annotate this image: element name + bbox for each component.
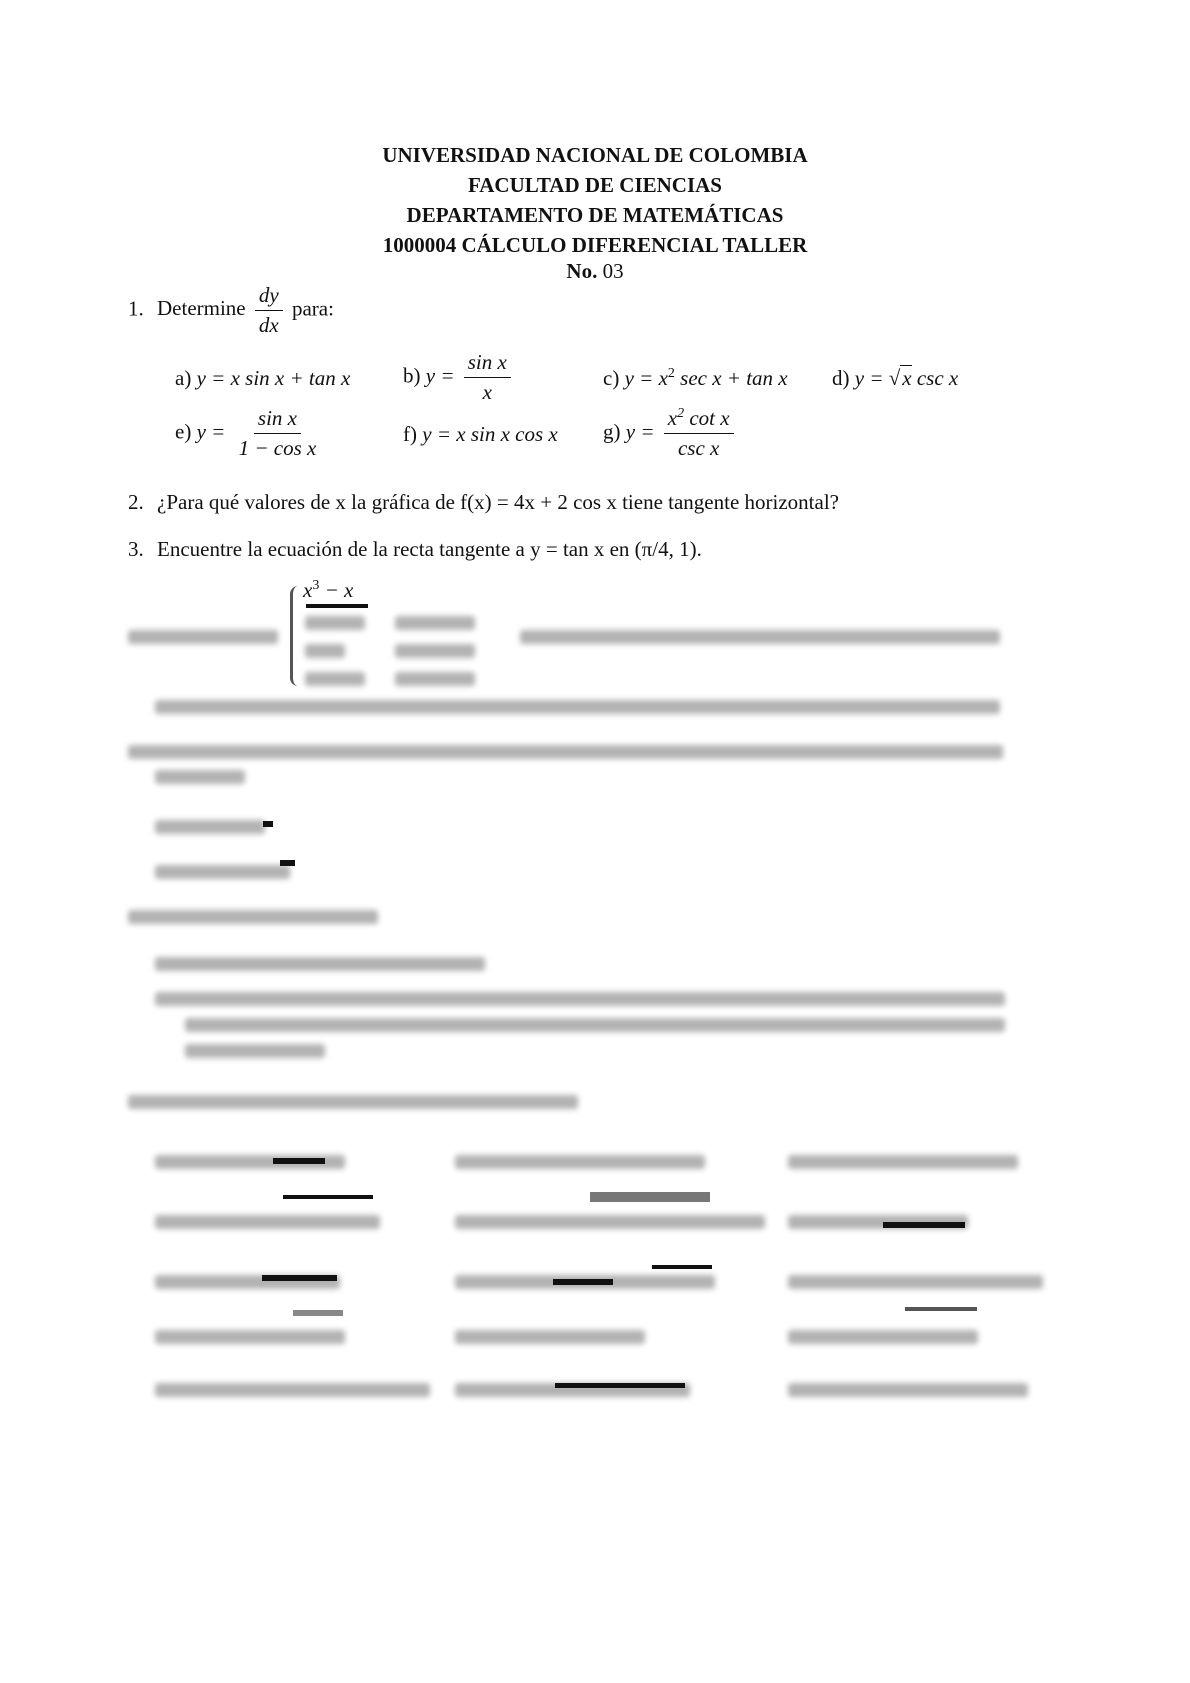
q1-item-e — [175, 406, 324, 461]
blurred-text-line — [455, 1330, 645, 1344]
item-expression-post: sec x + tan x — [674, 366, 788, 390]
blurred-text-line — [128, 1095, 578, 1109]
question-lead: Determine — [157, 296, 246, 321]
blurred-text-line — [788, 1330, 978, 1344]
q1-item-a — [175, 366, 350, 391]
blurred-text-line — [520, 630, 1000, 644]
radical-sign: √ — [888, 366, 901, 390]
q1-item-d — [832, 366, 958, 391]
fraction-denominator: x — [482, 380, 492, 404]
q1-item-f — [403, 422, 558, 447]
item-lhs: y = — [425, 363, 455, 388]
blurred-text-line — [155, 1215, 380, 1229]
blurred-radical-bar — [905, 1307, 977, 1311]
worksheet-number — [0, 260, 1190, 282]
question-3 — [128, 537, 702, 562]
blurred-text-line — [788, 1155, 1018, 1169]
blurred-text-line — [155, 700, 1000, 714]
fraction-denominator: csc x — [677, 436, 720, 460]
blurred-text-line — [788, 1275, 1043, 1289]
item-expression: y = x sin x + tan x — [196, 366, 351, 390]
item-label: g) — [603, 419, 621, 444]
numerator-pre: x — [667, 406, 678, 430]
item-label: a) — [175, 366, 192, 390]
item-label: c) — [603, 366, 620, 390]
course-title: 1000004 CÁLCULO DIFERENCIAL TALLER — [382, 233, 808, 257]
fraction-numerator: sin x — [464, 350, 511, 378]
fraction-denominator: 1 − cos x — [238, 436, 317, 460]
item-fraction — [664, 406, 734, 461]
blurred-radical-bar — [293, 1310, 343, 1316]
question-2 — [128, 490, 839, 515]
document-header — [0, 140, 1190, 282]
blurred-text-line — [455, 1155, 705, 1169]
fraction-numerator: sin x — [254, 406, 301, 434]
fraction-denominator: dx — [258, 313, 279, 337]
question-text: Encuentre la ecuación de la recta tangente a y = tan x en (π/4, 1). — [157, 537, 702, 561]
blurred-text-line — [395, 616, 475, 630]
blurred-radical-bar — [652, 1265, 712, 1269]
numerator-post: − x — [319, 578, 354, 602]
question-number: 2. — [128, 490, 144, 514]
numerator-superscript: 2 — [677, 406, 685, 421]
blurred-text-line — [128, 630, 278, 644]
blurred-fraction-bar — [280, 860, 295, 866]
blurred-fraction-bar — [263, 821, 273, 827]
numerator-post: cot x — [684, 406, 730, 430]
worksheet-number-value: 03 — [602, 259, 624, 283]
item-lhs: y = — [625, 419, 655, 444]
q1-item-b — [403, 350, 515, 405]
blurred-text-line — [395, 644, 475, 658]
blurred-text-line — [788, 1383, 1028, 1397]
numerator-superscript: 3 — [312, 578, 320, 593]
worksheet-number-label: No. — [566, 259, 598, 283]
blurred-text-line — [128, 910, 378, 924]
blurred-fraction-bar — [555, 1383, 685, 1388]
blurred-text-line — [305, 644, 345, 658]
department-name: DEPARTAMENTO DE MATEMÁTICAS — [406, 203, 784, 227]
blurred-text-line — [455, 1215, 765, 1229]
blurred-text-line — [305, 616, 365, 630]
item-label: e) — [175, 419, 192, 444]
blurred-text-line — [155, 770, 245, 784]
item-superscript: 2 — [667, 366, 675, 381]
blurred-radical-bar — [590, 1192, 710, 1202]
university-name: UNIVERSIDAD NACIONAL DE COLOMBIA — [382, 143, 808, 167]
blurred-text-line — [155, 992, 1005, 1006]
radicand: x — [902, 366, 912, 390]
fraction-numerator — [664, 406, 734, 434]
blurred-text-line — [155, 957, 485, 971]
question-number: 1. — [128, 296, 144, 321]
item-expression-pre: y = x — [624, 366, 668, 390]
question-trail: para: — [291, 296, 334, 321]
item-fraction — [464, 350, 511, 405]
item-expression: y = x sin x cos x — [422, 422, 558, 446]
blurred-text-line — [155, 865, 290, 879]
item-expression-post: csc x — [911, 366, 959, 390]
q1-item-c — [603, 366, 788, 391]
item-fraction — [235, 406, 321, 461]
fraction-numerator: dy — [255, 283, 283, 311]
blurred-text-line — [128, 745, 1003, 759]
blurred-text-line — [155, 820, 265, 834]
blurred-fraction-bar — [273, 1158, 325, 1164]
item-label: b) — [403, 363, 421, 388]
blurred-text-line — [395, 672, 475, 686]
item-label: f) — [403, 422, 417, 446]
numerator-pre: x — [303, 578, 313, 602]
blurred-fraction-bar — [262, 1275, 337, 1281]
question-1-prompt — [128, 283, 334, 338]
blurred-text-line — [155, 1383, 430, 1397]
item-label: d) — [832, 366, 850, 390]
item-lhs: y = — [196, 419, 226, 444]
blurred-fraction-bar — [553, 1279, 613, 1285]
faculty-name: FACULTAD DE CIENCIAS — [468, 173, 722, 197]
blurred-text-line — [155, 1330, 345, 1344]
blurred-radical-bar — [283, 1195, 373, 1199]
blurred-fraction-bar — [883, 1222, 965, 1228]
derivative-fraction — [255, 283, 283, 338]
blurred-text-line — [305, 672, 365, 686]
question-number: 3. — [128, 537, 144, 561]
q1-item-g — [603, 406, 738, 461]
blurred-content-region — [0, 600, 1190, 1550]
question-text: ¿Para qué valores de x la gráfica de f(x) = 4x + 2 cos x tiene tangente horizontal? — [157, 490, 839, 514]
blurred-text-line — [185, 1018, 1005, 1032]
item-expression-pre: y = — [854, 366, 889, 390]
blurred-text-line — [185, 1044, 325, 1058]
